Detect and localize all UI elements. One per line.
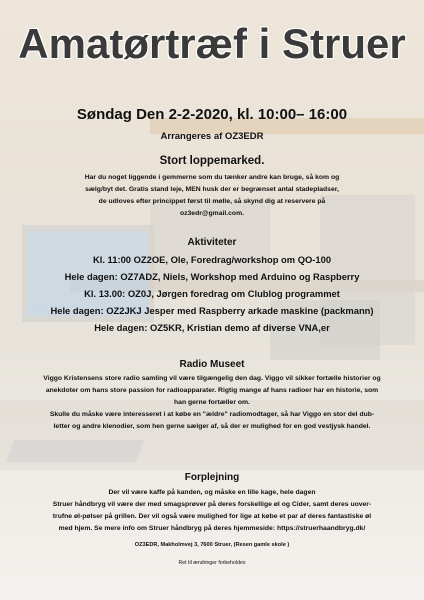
flea-market-line: sælg/byt det. Gratis stand leje, MEN husk der er begrænset antal stadepladser, — [85, 186, 339, 193]
museum-line: Viggo Kristensens store radio samling vil være tilgængelig den dag. Viggo vil sikker fortælle historier og — [43, 375, 381, 382]
disclaimer: Ret til ændringer forbeholdes — [178, 560, 246, 566]
catering-line: Struer håndbryg vil være der med smagsprøver på deres forskellige øl og Cider, samt deres uover- — [52, 501, 372, 508]
activity-item: Hele dagen: OZ5KR, Kristian demo af diverse VNA,er — [94, 322, 330, 333]
museum-line: letter og andre klenodier, som hen gerne sælger af, så der er mulighed for en god vestjysk handel. — [53, 423, 371, 430]
museum-heading: Radio Museet — [179, 359, 245, 370]
flea-market-heading: Stort loppemarked. — [159, 155, 265, 167]
activities-heading: Aktiviteter — [187, 237, 237, 248]
catering-heading: Forplejning — [184, 472, 240, 483]
organizer: Arrangeres af OZ3EDR — [160, 131, 264, 142]
museum-line: anekdoter om hans store passion for radioapparater. Rigtig mange af hans radioer har en historie, som — [45, 387, 379, 394]
catering-line: trufne øl-pølser på grillen. Der vil også være mulighed for lige at købe et par af deres fantastiske øl — [52, 513, 372, 520]
activity-item: Kl. 11:00 OZ2OE, Ole, Foredrag/workshop om QO-100 — [92, 254, 332, 265]
museum-line: Skulle du måske være interesseret i at købe en "ældre" radiomodtager, så har Viggo en stor del dub- — [49, 411, 375, 418]
activity-item: Hele dagen: OZ2JKJ Jesper med Raspberry arkade maskine (packmann) — [50, 305, 374, 316]
catering-line: med hjem. Se mere info om Struer håndbryg på deres hjemmeside: https://struerhaandbryg.dk/ — [58, 525, 366, 532]
activity-item: Kl. 13.00: OZ0J, Jørgen foredrag om Clublog programmet — [84, 288, 340, 299]
catering-line: Der vil være kaffe på kanden, og måske en lille kage, hele dagen — [108, 489, 316, 496]
page-title: Amatørtræf i Struer — [18, 20, 406, 67]
address: OZ3EDR, Makholmvej 3, 7600 Struer, (Resen gamle skole ) — [134, 542, 290, 548]
event-date: Søndag Den 2-2-2020, kl. 10:00– 16:00 — [76, 106, 348, 123]
flea-market-line: de udloves efter princippet først til mølle, så skynd dig at reservere på — [98, 198, 326, 205]
flea-market-line: Har du noget liggende i gemmerne som du tænker andre kan bruge, så kom og — [84, 174, 340, 181]
activity-item: Hele dagen: OZ7ADZ, Niels, Workshop med Arduino og Raspberry — [64, 271, 360, 282]
flea-market-line: oz3edr@gmail.com. — [179, 210, 245, 217]
museum-line: han gerne fortæller om. — [174, 399, 250, 406]
